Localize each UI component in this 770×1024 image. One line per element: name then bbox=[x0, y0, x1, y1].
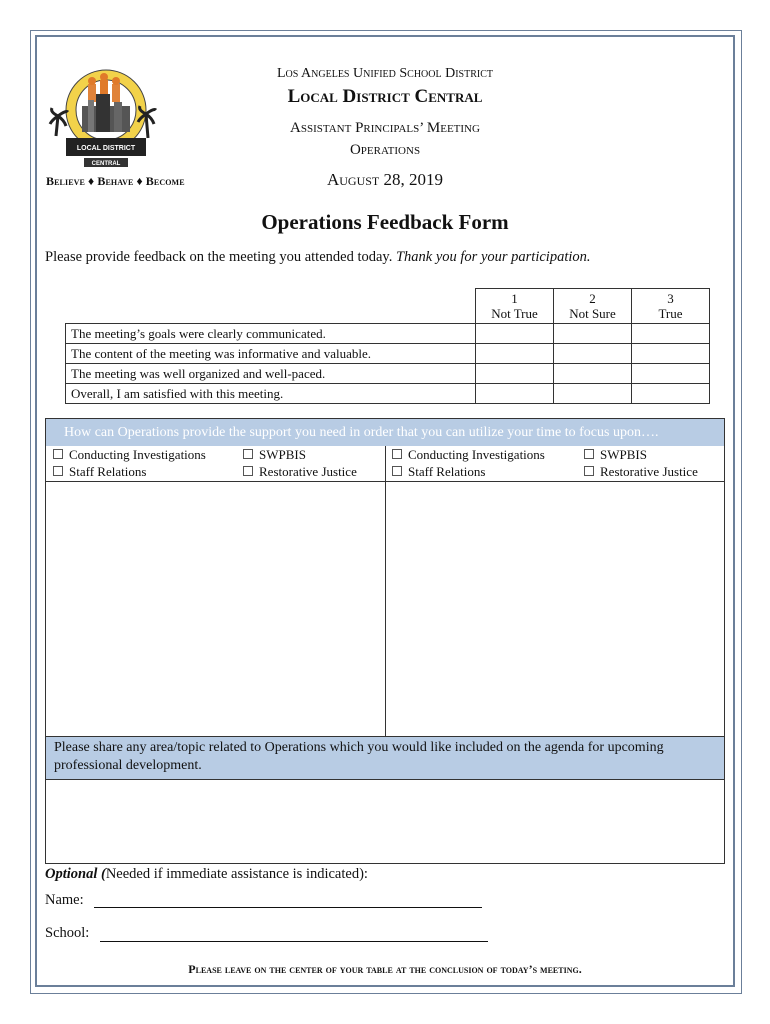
rating-cell-true[interactable] bbox=[632, 384, 710, 404]
svg-text:LOCAL DISTRICT: LOCAL DISTRICT bbox=[76, 145, 136, 152]
meeting-name: Assistant Principals’ Meeting bbox=[290, 120, 480, 136]
right-option-swpbis[interactable]: SWPBIS bbox=[584, 447, 647, 463]
footer-instruction: Please leave on the center of your table at the conclusion of today’s meeting. bbox=[188, 962, 582, 976]
rating-row bbox=[66, 384, 710, 404]
checkbox[interactable] bbox=[243, 449, 253, 459]
school-line[interactable] bbox=[100, 941, 488, 942]
rating-row bbox=[66, 324, 710, 344]
district-motto: Believe ♦ Behave ♦ Become bbox=[46, 174, 185, 188]
checkbox[interactable] bbox=[243, 466, 253, 476]
right-response-area[interactable] bbox=[386, 482, 724, 735]
checkbox[interactable] bbox=[392, 466, 402, 476]
right-option-restorative-justice[interactable]: Restorative Justice bbox=[584, 464, 698, 480]
rating-cell-true[interactable] bbox=[632, 324, 710, 344]
rating-cell-not-sure[interactable] bbox=[554, 324, 632, 344]
rating-cell-true[interactable] bbox=[632, 344, 710, 364]
right-option-staff-relations[interactable]: Staff Relations bbox=[392, 464, 485, 480]
rating-column-3: 3 True bbox=[632, 289, 710, 324]
pd-response-area[interactable] bbox=[46, 781, 724, 863]
name-line[interactable] bbox=[94, 907, 482, 908]
support-prompt: How can Operations provide the support you need in order that you can utilize your time to focus upon…. bbox=[46, 419, 724, 446]
rating-statement: The meeting was well organized and well-paced. bbox=[66, 364, 476, 384]
left-option-swpbis[interactable]: SWPBIS bbox=[243, 447, 306, 463]
left-response-area[interactable] bbox=[46, 482, 384, 735]
checkbox[interactable] bbox=[53, 449, 63, 459]
left-option-staff-relations[interactable]: Staff Relations bbox=[53, 464, 146, 480]
checkbox[interactable] bbox=[392, 449, 402, 459]
left-option-restorative-justice[interactable]: Restorative Justice bbox=[243, 464, 357, 480]
local-district-name: Local District Central bbox=[287, 86, 483, 107]
rating-row bbox=[66, 364, 710, 384]
district-name: Los Angeles Unified School District bbox=[276, 66, 493, 81]
rating-cell-not-sure[interactable] bbox=[554, 384, 632, 404]
rating-row bbox=[66, 344, 710, 364]
meeting-date: August 28, 2019 bbox=[326, 170, 444, 189]
rating-statement: The meeting’s goals were clearly communicated. bbox=[66, 324, 476, 344]
rating-column-1: 1 Not True bbox=[476, 289, 554, 324]
rating-cell-true[interactable] bbox=[632, 364, 710, 384]
form-intro: Please provide feedback on the meeting you attended today. Thank you for your participation. bbox=[45, 249, 591, 265]
rating-cell-not-sure[interactable] bbox=[554, 364, 632, 384]
department-name: Operations bbox=[349, 142, 421, 158]
pd-prompt: Please share any area/topic related to Operations which you would like included on the agenda for upcoming professional development. bbox=[46, 736, 724, 780]
rating-statement: Overall, I am satisfied with this meeting. bbox=[66, 384, 476, 404]
optional-note: Optional (Needed if immediate assistance is indicated): bbox=[45, 866, 368, 882]
school-label: School: bbox=[45, 925, 90, 941]
rating-table bbox=[65, 288, 710, 404]
name-label: Name: bbox=[45, 892, 84, 908]
form-title: Operations Feedback Form bbox=[261, 210, 509, 234]
rating-cell-not-true[interactable] bbox=[476, 364, 554, 384]
rating-cell-not-true[interactable] bbox=[476, 344, 554, 364]
rating-column-2: 2 Not Sure bbox=[554, 289, 632, 324]
checkbox[interactable] bbox=[53, 466, 63, 476]
district-seal-logo bbox=[48, 66, 160, 174]
rating-cell-not-sure[interactable] bbox=[554, 344, 632, 364]
svg-text:CENTRAL: CENTRAL bbox=[91, 161, 121, 167]
checkbox[interactable] bbox=[584, 449, 594, 459]
left-option-conducting-investigations[interactable]: Conducting Investigations bbox=[53, 447, 206, 463]
rating-cell-not-true[interactable] bbox=[476, 324, 554, 344]
right-option-conducting-investigations[interactable]: Conducting Investigations bbox=[392, 447, 545, 463]
rating-statement: The content of the meeting was informative and valuable. bbox=[66, 344, 476, 364]
checkbox[interactable] bbox=[584, 466, 594, 476]
rating-cell-not-true[interactable] bbox=[476, 384, 554, 404]
